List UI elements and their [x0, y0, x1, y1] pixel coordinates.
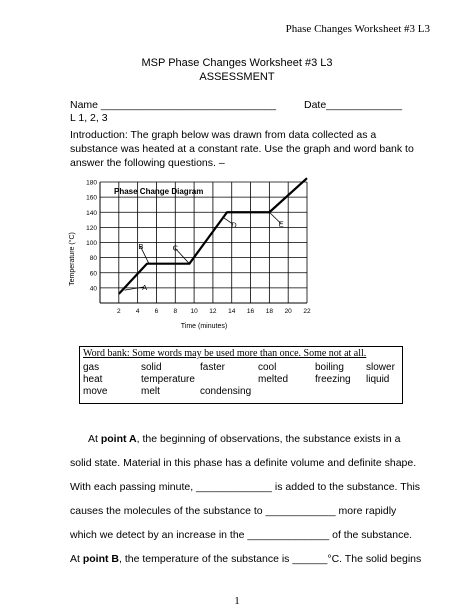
- chart-annotation-label: B: [138, 242, 144, 252]
- point-b-label: point B: [82, 553, 119, 565]
- chart-x-tick-label: 16: [246, 308, 255, 315]
- word-bank-word: boiling: [315, 362, 344, 373]
- word-bank-title: Word bank: Some words may be used more than once. Some not at all.: [83, 348, 367, 359]
- chart-x-tick-label: 12: [209, 308, 217, 315]
- chart-y-tick-label: 140: [86, 209, 97, 217]
- chart-annotation-label: E: [278, 219, 284, 229]
- paragraph-line: causes the molecules of the substance to ____________ more rapidly: [70, 505, 397, 517]
- chart-y-axis-label: Temperature (°C): [69, 232, 76, 286]
- paragraph-point-b: At point B, the temperature of the substance is ______°C. The solid begins: [70, 553, 422, 565]
- chart-x-axis-label: Time (minutes): [180, 323, 228, 330]
- word-bank-word: heat: [83, 374, 103, 385]
- introduction-text: Introduction: The graph below was drawn from data collected as a substance was heated at a constant rate. Use the graph and word bank to answer the following questions. –: [70, 129, 414, 169]
- word-bank-word: melt: [141, 386, 160, 397]
- chart-x-tick-label: 20: [284, 308, 292, 315]
- chart-x-tick-label: 2: [117, 308, 121, 315]
- chart-x-tick-label: 18: [265, 308, 273, 315]
- word-bank-word: condensing: [200, 386, 252, 397]
- phase-change-chart: [64, 172, 314, 332]
- chart-y-tick-label: 80: [89, 255, 97, 263]
- word-bank-word: temperature: [141, 374, 195, 385]
- worksheet-title: MSP Phase Changes Worksheet #3 L3: [141, 57, 333, 69]
- word-bank-word: melted: [258, 374, 289, 385]
- word-bank-word: solid: [141, 362, 162, 373]
- word-bank-word: freezing: [315, 374, 351, 385]
- chart-y-tick-label: 120: [86, 224, 97, 232]
- chart-y-tick-label: 100: [86, 240, 97, 247]
- word-bank-word: liquid: [366, 374, 390, 385]
- word-bank-word: cool: [258, 362, 277, 373]
- chart-x-tick-label: 4: [135, 308, 140, 315]
- name-field[interactable]: Name ______________________________: [70, 99, 277, 111]
- chart-x-tick-label: 10: [190, 308, 198, 315]
- paragraph-point-a: At point A, the beginning of observations, the substance exists in a: [88, 433, 401, 445]
- word-bank-word: gas: [83, 362, 100, 373]
- paragraph-line: With each passing minute, _____________ is added to the substance. This: [70, 481, 421, 493]
- word-bank-word: move: [83, 386, 108, 397]
- word-bank-word: slower: [366, 362, 395, 373]
- chart-annotation-label: C: [172, 243, 178, 253]
- point-a-label: point A: [100, 433, 137, 445]
- running-header: Phase Changes Worksheet #3 L3: [285, 23, 430, 35]
- chart-x-tick-label: 14: [228, 308, 236, 315]
- chart-y-tick-label: 40: [89, 285, 97, 293]
- chart-annotation-label: A: [142, 282, 148, 292]
- date-field[interactable]: Date_____________: [304, 99, 403, 111]
- chart-annotation-label: D: [231, 220, 237, 230]
- paragraph-line: which we detect by an increase in the ______________ of the substance.: [70, 529, 413, 541]
- level-label: L 1, 2, 3: [70, 112, 108, 124]
- chart-x-tick-label: 6: [154, 308, 159, 315]
- chart-x-tick-label: 8: [173, 308, 178, 315]
- chart-title: Phase Change Diagram: [114, 187, 204, 196]
- chart-grid: [100, 182, 307, 303]
- word-bank: [79, 346, 403, 404]
- chart-x-tick-label: 22: [303, 308, 311, 315]
- chart-y-tick-label: 60: [89, 270, 97, 278]
- worksheet-subtitle: ASSESSMENT: [199, 71, 275, 83]
- page-number: 1: [234, 595, 240, 607]
- paragraph-line: solid state. Material in this phase has a definite volume and definite shape.: [70, 457, 417, 469]
- chart-y-tick-label: 160: [86, 194, 97, 202]
- chart-y-tick-label: 180: [86, 179, 97, 187]
- word-bank-word: faster: [200, 362, 226, 373]
